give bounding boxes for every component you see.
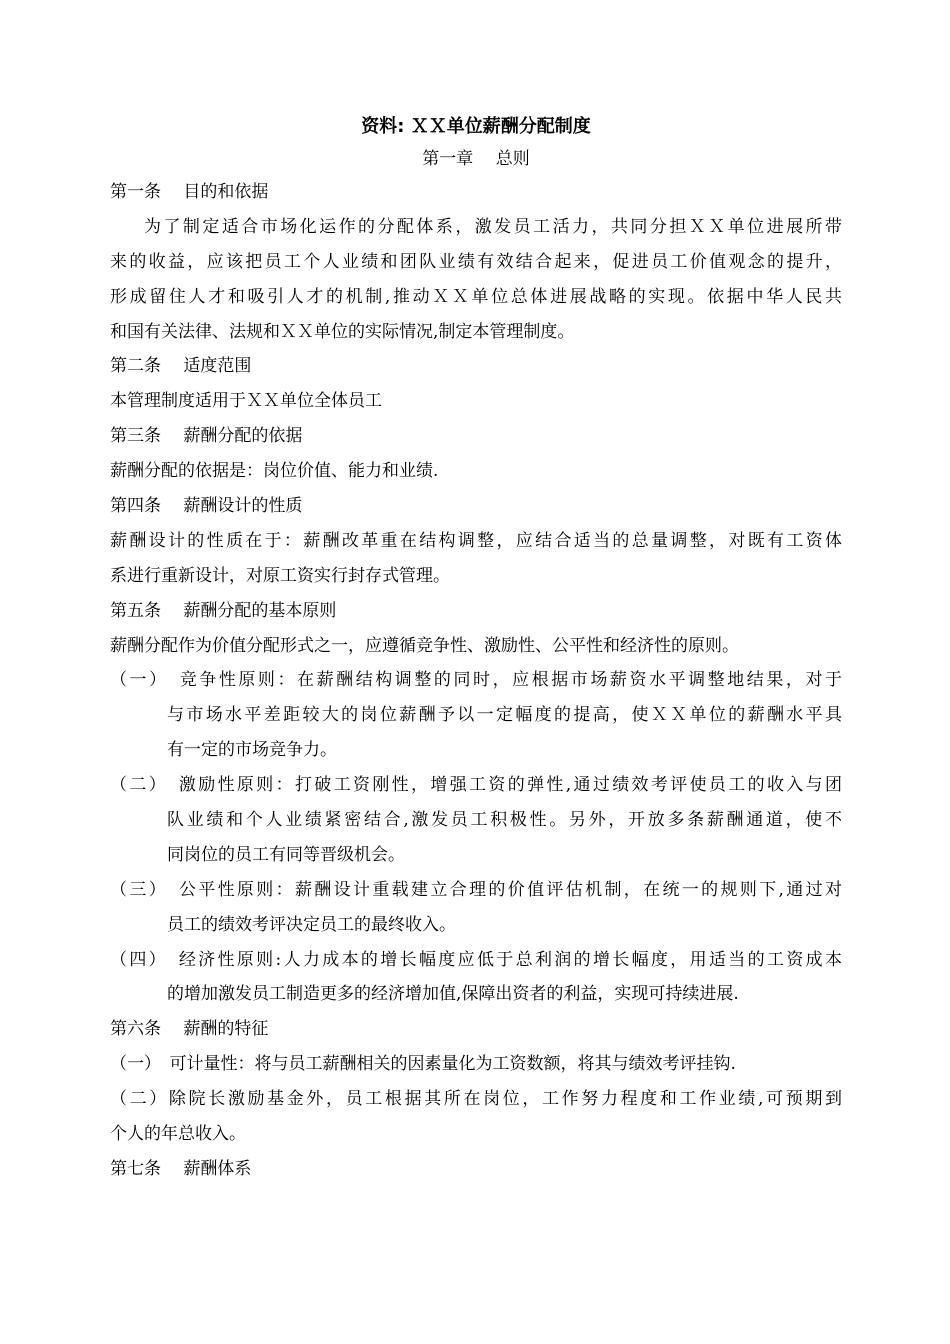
list-item-line: （一） 可计量性：将与员工薪酬相关的因素量化为工资数额，将其与绩效考评挂钩. [110,1054,736,1075]
list-item-continuation: 有一定的市场竞争力。 [167,740,337,761]
list-item-line: （二） 激励性原则：打破工资刚性，增强工资的弹性,通过绩效考评使员工的收入与团 [110,775,842,796]
list-item-continuation: 与市场水平差距较大的岗位薪酬予以一定幅度的提高，使ＸＸ单位的薪酬水平具 [167,705,842,726]
paragraph-line: 系进行重新设计，对原工资实行封存式管理。 [110,565,450,586]
article-heading: 第三条 薪酬分配的依据 [110,426,303,447]
list-item-continuation: 个人的年总收入。 [110,1124,246,1145]
list-item-continuation: 队业绩和个人业绩紧密结合,激发员工积极性。另外，开放多条薪酬通道，使不 [167,810,842,831]
chapter-heading: 第一章 总则 [422,149,530,169]
paragraph-line: 来的收益，应该把员工个人业绩和团队业绩有效结合起来，促进员工价值观念的提升， [110,251,842,272]
document-body [110,175,842,1187]
article-heading: 第二条 适度范围 [110,356,252,377]
list-item-line: （三） 公平性原则：薪酬设计重载建立合理的价值评估机制，在统一的规则下,通过对 [110,879,842,900]
list-item-continuation: 同岗位的员工有同等晋级机会。 [167,844,405,865]
article-heading: 第四条 薪酬设计的性质 [110,496,303,517]
paragraph-line: 和国有关法律、法规和ＸＸ单位的实际情况,制定本管理制度。 [110,321,575,342]
paragraph-line: 为了制定适合市场化运作的分配体系，激发员工活力，共同分担ＸＸ单位进展所带 [144,216,842,237]
list-item-continuation: 的增加激发员工制造更多的经济增加值,保障出资者的利益，实现可持续进展. [167,984,739,1005]
list-item-line: （二）除院长激励基金外，员工根据其所在岗位，工作努力程度和工作业绩,可预期到 [110,1089,842,1110]
document-title: 资料: ＸＸ单位薪酬分配制度 [361,116,591,137]
paragraph-line: 形成留住人才和吸引人才的机制,推动ＸＸ单位总体进展战略的实现。依据中华人民共 [110,286,842,307]
article-heading: 第六条 薪酬的特征 [110,1019,269,1040]
list-item-line: （一） 竞争性原则：在薪酬结构调整的同时，应根据市场薪资水平调整地结果，对于 [110,670,842,691]
article-heading: 第一条 目的和依据 [110,182,269,202]
paragraph-line: 薪酬设计的性质在于：薪酬改革重在结构调整，应结合适当的总量调整，对既有工资体 [110,530,842,551]
article-heading: 第七条 薪酬体系 [110,1158,252,1179]
paragraph-line: 薪酬分配的依据是：岗位价值、能力和业绩. [110,461,439,482]
paragraph-line: 薪酬分配作为价值分配形式之一，应遵循竞争性、激励性、公平性和经济性的原则。 [110,635,739,656]
list-item-continuation: 员工的绩效考评决定员工的最终收入。 [167,914,456,935]
article-heading: 第五条 薪酬分配的基本原则 [110,600,337,621]
list-item-line: （四） 经济性原则:人力成本的增长幅度应低于总利润的增长幅度，用适当的工资成本 [110,949,842,970]
paragraph-line: 本管理制度适用于ＸＸ单位全体员工 [110,391,382,412]
